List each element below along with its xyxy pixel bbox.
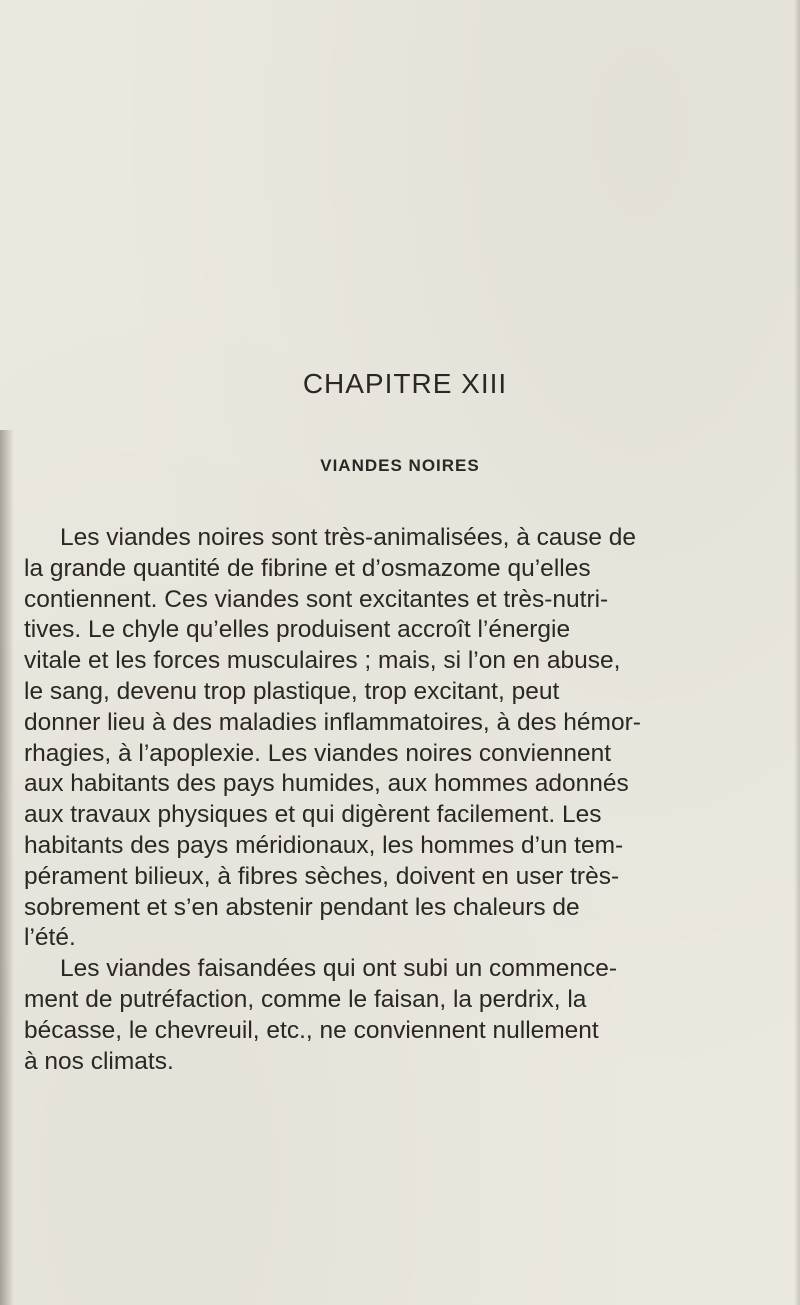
page-edge-shadow [794,0,800,1305]
text-line: Les viandes noires sont très-animalisées, à cause de [60,524,637,551]
text-line: rhagies, à l’apoplexie. Les viandes noires conviennent [24,739,612,767]
text-line: bécasse, le chevreuil, etc., ne conviennent nullement [24,1016,599,1044]
text-line: tives. Le chyle qu’elles produisent accroît l’énergie [24,616,571,644]
text-line: la grande quantité de fibrine et d’osmazome qu’elles [24,554,591,582]
text-line: Les viandes faisandées qui ont subi un commence- [60,955,618,983]
text-line: le sang, devenu trop plastique, trop excitant, peut [24,677,560,705]
body-text [24,523,759,1077]
text-line: sobrement et s’en abstenir pendant les chaleurs de [24,893,580,921]
text-line: aux travaux physiques et qui digèrent facilement. Les [24,801,602,829]
text-line: à nos climats. [24,1047,174,1075]
page-gutter-shadow [0,430,14,1305]
section-title: VIANDES NOIRES [320,456,480,475]
text-line: habitants des pays méridionaux, les hommes d’un tem- [24,831,624,859]
text-line: vitale et les forces musculaires ; mais, si l’on en abuse, [24,647,621,675]
text-line: l’été. [24,924,76,952]
text-line: ment de putréfaction, comme le faisan, la perdrix, la [24,985,587,1013]
text-line: donner lieu à des maladies inflammatoires, à des hémor- [24,708,641,736]
paragraph-1 [24,523,759,954]
chapter-title: CHAPITRE XIII [302,368,508,399]
paragraph-2 [24,954,759,1077]
text-line: pérament bilieux, à fibres sèches, doivent en user très- [24,862,620,890]
text-line: contiennent. Ces viandes sont excitantes et très-nutri- [24,585,609,613]
text-line: aux habitants des pays humides, aux hommes adonnés [24,770,629,798]
